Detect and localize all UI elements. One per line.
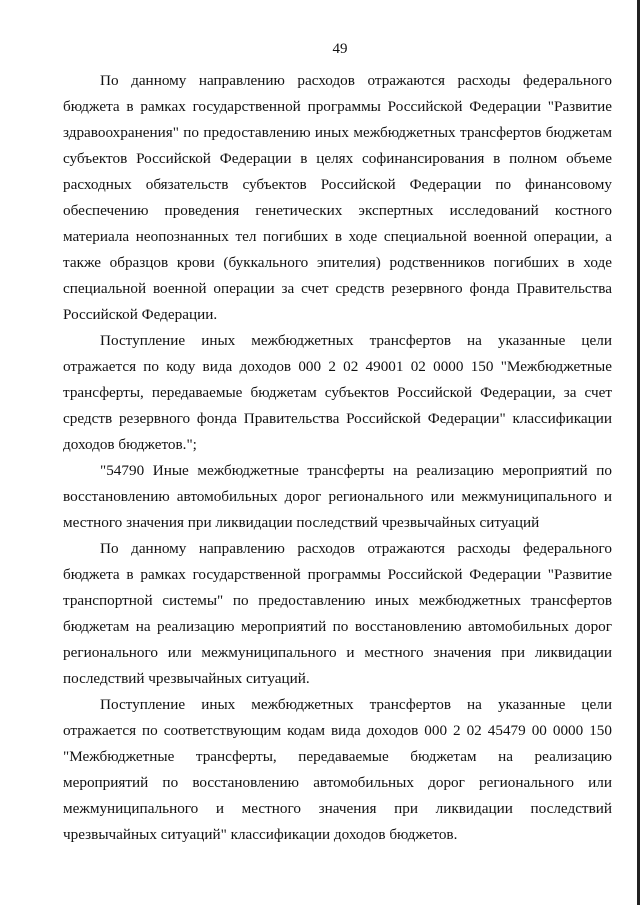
paragraph-healthcare-revenue-code: Поступление иных межбюджетных трансфертов на указанные цели отражается по коду вида доходов 000 2 02 49001 02 0000 150 "Межбюджетные трансферты, передаваемые бюджетам субъектов Российской Федерации, за счет средств резервного фонда Правительства Российской Федерации" классификации доходов бюджетов.";: [63, 332, 612, 453]
page-number: 49: [332, 41, 348, 57]
paragraph-healthcare-expenses: По данному направлению расходов отражаются расходы федерального бюджета в рамках государственной программы Российской Федерации "Развитие здравоохранения" по предоставлению иных межбюджетных трансфертов бюджетам субъектов Российской Федерации в целях софинансирования в полном объеме расходных обязательств субъектов Российской Федерации по финансовому обеспечению проведения генетических экспертных исследований костного материала неопознанных тел погибших в ходе специальной военной операции, а также образцов крови (буккального эпителия) родственников погибших в ходе специальной военной операции за счет средств резервного фонда Правительства Российской Федерации.: [63, 72, 612, 323]
paragraph-transport-expenses: По данному направлению расходов отражаются расходы федерального бюджета в рамках государственной программы Российской Федерации "Развитие транспортной системы" по предоставлению иных межбюджетных трансфертов бюджетам на реализацию мероприятий по восстановлению автомобильных дорог регионального или межмуниципального и местного значения при ликвидации последствий чрезвычайных ситуаций.: [63, 540, 612, 687]
paragraph-transport-revenue-code: Поступление иных межбюджетных трансфертов на указанные цели отражается по соответствующим кодам вида доходов 000 2 02 45479 00 0000 150 "Межбюджетные трансферты, передаваемые бюджетам на реализацию мероприятий по восстановлению автомобильных дорог регионального или межмуниципального и местного значения при ликвидации последствий чрезвычайных ситуаций" классификации доходов бюджетов.: [63, 696, 612, 843]
document-body: [63, 68, 612, 848]
paragraph-54790-heading: "54790 Иные межбюджетные трансферты на реализацию мероприятий по восстановлению автомобильных дорог регионального или межмуниципального и местного значения при ликвидации последствий чрезвычайных ситуаций: [63, 462, 612, 531]
